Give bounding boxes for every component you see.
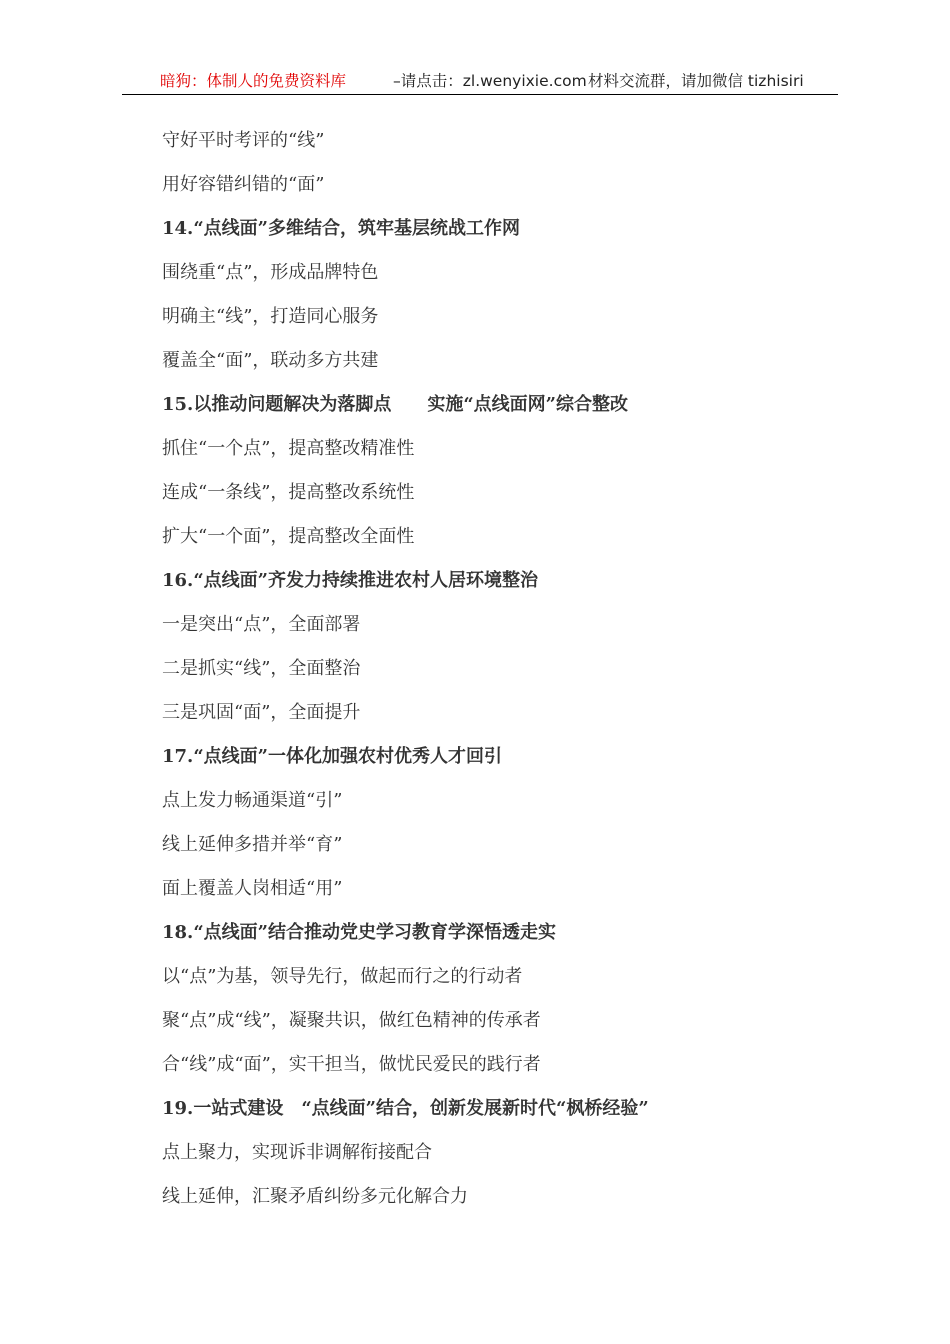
body-line: 用好容错纠错的“面” (162, 174, 325, 195)
header-contact: 材料交流群，请加微信 tizhisiri (588, 72, 804, 90)
body-line: 合“线”成“面”，实干担当，做忧民爱民的践行者 (162, 1054, 541, 1075)
section-heading: 19.一站式建设 “点线面”结合，创新发展新时代“枫桥经验” (162, 1098, 649, 1119)
body-line: 抓住“一个点”，提高整改精准性 (162, 438, 415, 459)
section-heading: 15.以推动问题解决为落脚点 实施“点线面网”综合整改 (162, 394, 629, 415)
body-line: 面上覆盖人岗相适“用” (162, 878, 343, 899)
body-line: 线上延伸多措并举“育” (162, 834, 343, 855)
section-heading: 17.“点线面”一体化加强农村优秀人才回引 (162, 746, 503, 767)
body-line: 扩大“一个面”，提高整改全面性 (162, 526, 415, 547)
header-brand: 暗狗：体制人的免费资料库 (160, 72, 347, 90)
section-heading: 18.“点线面”结合推动党史学习教育学深悟透走实 (162, 922, 557, 943)
body-line: 以“点”为基，领导先行，做起而行之的行动者 (162, 966, 523, 987)
body-line: 明确主“线”，打造同心服务 (162, 306, 379, 327)
document-body (162, 124, 862, 1224)
section-heading: 14.“点线面”多维结合，筑牢基层统战工作网 (162, 218, 521, 239)
body-line: 守好平时考评的“线” (162, 130, 325, 151)
body-line: 线上延伸，汇聚矛盾纠纷多元化解合力 (162, 1186, 468, 1207)
body-line: 点上聚力，实现诉非调解衔接配合 (162, 1142, 432, 1163)
body-line: 点上发力畅通渠道“引” (162, 790, 343, 811)
body-line: 连成“一条线”，提高整改系统性 (162, 482, 415, 503)
body-line: 覆盖全“面”，联动多方共建 (162, 350, 379, 371)
section-heading: 16.“点线面”齐发力持续推进农村人居环境整治 (162, 570, 539, 591)
header-link[interactable]: –请点击：zl.wenyixie.com (393, 72, 587, 90)
body-line: 三是巩固“面”，全面提升 (162, 702, 361, 723)
body-line: 围绕重“点”，形成品牌特色 (162, 262, 379, 283)
body-line: 聚“点”成“线”，凝聚共识，做红色精神的传承者 (162, 1010, 541, 1031)
body-line: 二是抓实“线”，全面整治 (162, 658, 361, 679)
body-line: 一是突出“点”，全面部署 (162, 614, 361, 635)
page-header (122, 70, 838, 95)
